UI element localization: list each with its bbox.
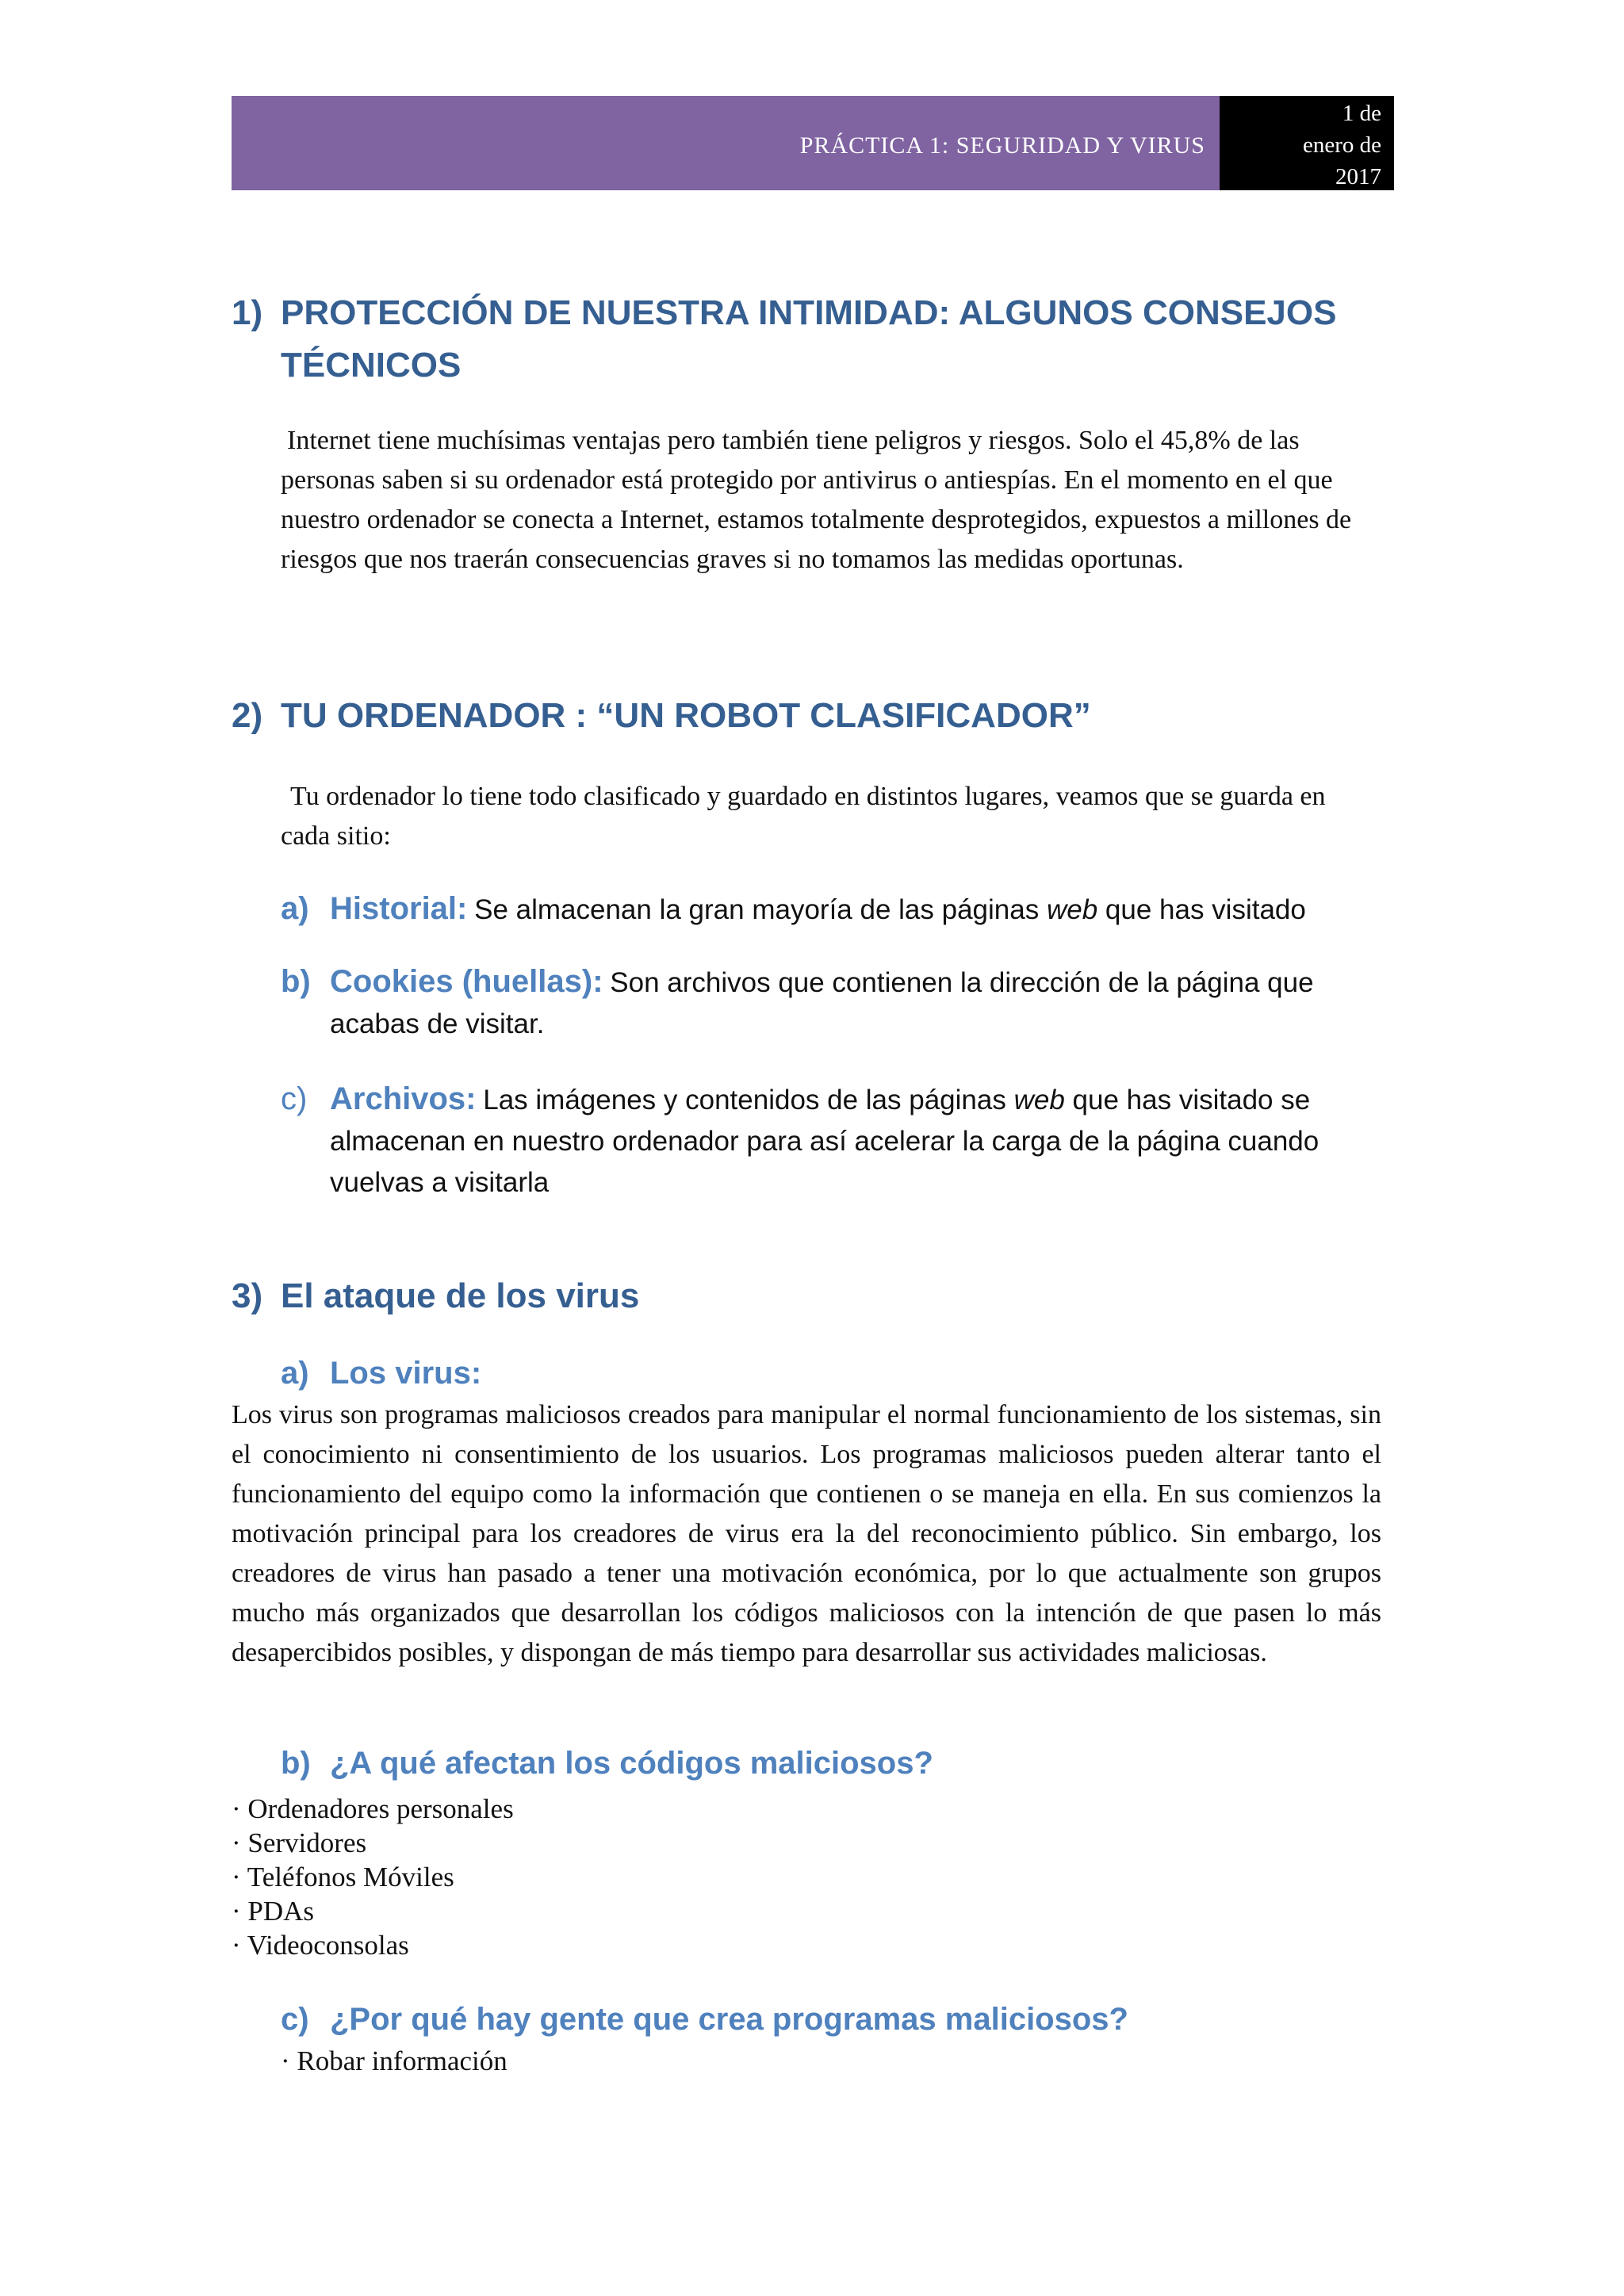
list-item: · Servidores (232, 1827, 367, 1858)
item-text: Las imágenes y contenidos de las páginas web que has visitado se almacenan en nuestro ordenador para así acelerar la carga de la página cuando vuelvas a visitarla (330, 1085, 1320, 1198)
section-3-heading (232, 1270, 639, 1322)
list-item-cookies (281, 961, 1375, 1045)
header-date-line: enero de (1302, 132, 1381, 158)
section-title: PROTECCIÓN DE NUESTRA INTIMIDAD: ALGUNOS CONSEJOS (281, 293, 1337, 332)
subsection-marker: b) (281, 1746, 311, 1781)
list-item-historial (281, 888, 1375, 931)
section-title-continued: TÉCNICOS (281, 346, 462, 385)
section-1-heading (232, 287, 1373, 392)
section-number: 2) (232, 696, 263, 735)
header-title: PRÁCTICA 1: SEGURIDAD Y VIRUS (232, 96, 1220, 190)
header-date-line: 2017 (1335, 164, 1381, 189)
section-title: El ataque de los virus (281, 1276, 640, 1315)
item-text: Se almacenan la gran mayoría de las páginas web que has visitado (474, 894, 1306, 925)
page-header (232, 96, 1394, 190)
section-1-paragraph: Internet tiene muchísimas ventajas pero también tiene peligros y riesgos. Solo el 45,8% de las personas saben si su ordenador está protegido por antivirus o antiespías. En el momento en el que nuestro ordenador se conecta a Internet, estamos totalmente desprotegidos, expuestos a millones de riesgos que nos traerán consecuencias graves si no tomamos las medidas oportunas. (281, 426, 1352, 574)
item-label: Cookies (huellas): (330, 964, 603, 999)
list-item: · PDAs (232, 1896, 315, 1927)
item-label: Archivos: (330, 1081, 477, 1116)
subsection-title: Los virus: (330, 1356, 482, 1391)
item-marker: c) (281, 1081, 308, 1116)
header-date (1220, 96, 1394, 190)
subsection-title: ¿A qué afectan los códigos maliciosos? (330, 1746, 933, 1781)
subsection-c-heading (281, 1998, 1128, 2041)
item-label: Historial: (330, 891, 468, 926)
header-date-line: 1 de (1342, 101, 1381, 126)
motivations-list (281, 2044, 508, 2078)
subsection-b-heading (281, 1742, 933, 1785)
subsection-a-paragraph: Los virus son programas maliciosos creados para manipular el normal funcionamiento de los sistemas, sin el conocimiento ni consentimiento de los usuarios. Los programas maliciosos pueden alterar tanto el funcionamiento del equipo como la información que contienen o se maneja en ella. En sus comienzos la motivación principal para los creadores de virus era la del reconocimiento público. Sin embargo, los creadores de virus han pasado a tener una motivación económica, por lo que actualmente son grupos mucho más organizados que desarrollan los códigos maliciosos con la intención de que pasen lo más desapercibidos posibles, y dispongan de más tiempo para desarrollar sus actividades maliciosas. (232, 1400, 1381, 1667)
subsection-marker: c) (281, 2002, 309, 2037)
subsection-title: ¿Por qué hay gente que crea programas maliciosos? (330, 2002, 1128, 2037)
list-item: · Robar información (281, 2045, 508, 2076)
subsection-a-heading (281, 1352, 481, 1395)
subsection-marker: a) (281, 1356, 309, 1391)
item-marker: b) (281, 964, 311, 999)
list-item: · Ordenadores personales (232, 1793, 514, 1824)
item-marker: a) (281, 891, 309, 926)
list-item: · Teléfonos Móviles (232, 1862, 454, 1892)
section-2-intro: Tu ordenador lo tiene todo clasificado y guardado en distintos lugares, veamos que se guarda en cada sitio: (281, 782, 1326, 851)
section-number: 1) (232, 293, 263, 332)
list-item-archivos (281, 1078, 1375, 1203)
section-number: 3) (232, 1276, 263, 1315)
affected-devices-list (232, 1792, 514, 1962)
section-2-heading (232, 690, 1091, 742)
section-title: TU ORDENADOR : “UN ROBOT CLASIFICADOR” (281, 696, 1091, 735)
list-item: · Videoconsolas (232, 1930, 409, 1961)
item-text: Son archivos que contienen la dirección de la página que acabas de visitar. (330, 967, 1314, 1039)
